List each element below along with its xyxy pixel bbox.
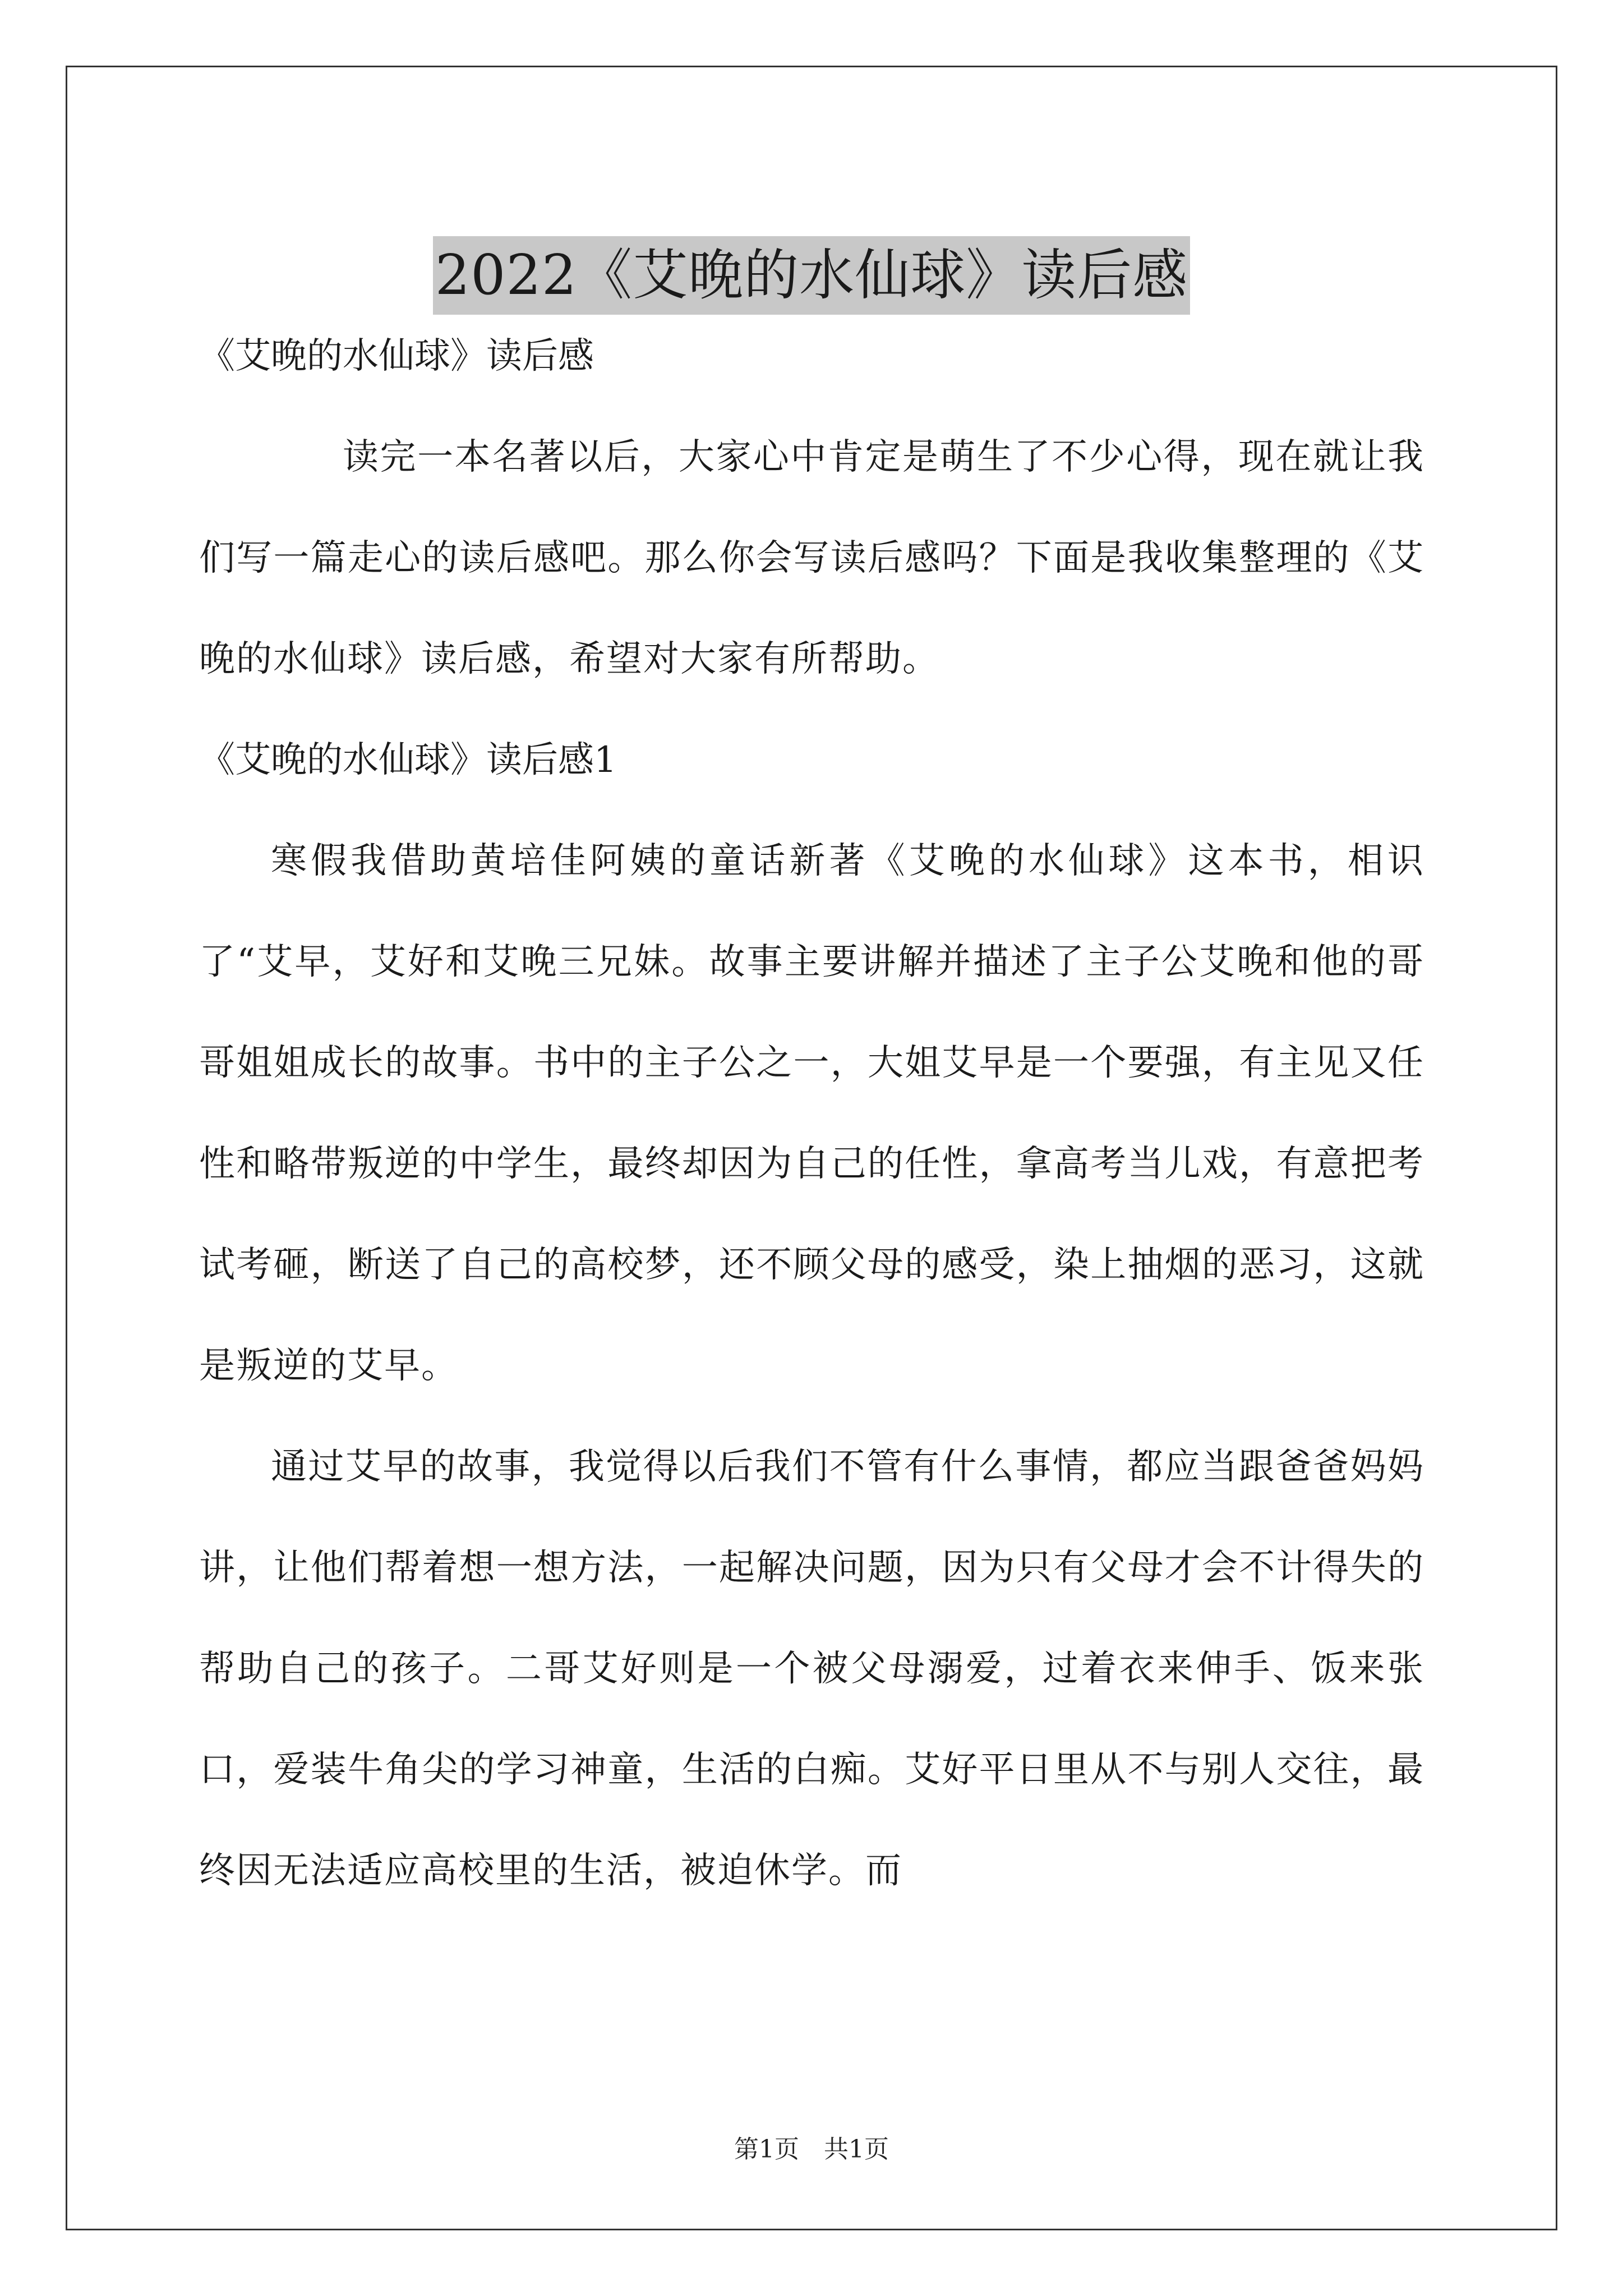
section-heading: 《艾晚的水仙球》读后感1	[199, 739, 617, 781]
body-paragraph: 通过艾早的故事，我觉得以后我们不管有什么事情，都应当跟爸爸妈妈讲，让他们帮着想一想方法，一起解决问题，因为只有父母才会不计得失的帮助自己的孩子。二哥艾好则是一个被父母溺爱，过着衣来伸手、饭来张口，爱装牛角尖的学习神童，生活的白痴。艾好平日里从不与别人交往，最终因无法适应高校里的生活，被迫休学。而	[199, 1446, 1424, 1892]
document-subtitle: 《艾晚的水仙球》读后感	[199, 335, 594, 377]
intro-paragraph: 读完一本名著以后，大家心中肯定是萌生了不少心得，现在就让我们写一篇走心的读后感吧。那么你会写读后感吗？下面是我收集整理的《艾晚的水仙球》读后感，希望对大家有所帮助。	[199, 436, 1424, 680]
document-title: 2022《艾晚的水仙球》读后感	[433, 236, 1190, 315]
body-paragraph: 寒假我借助黄培佳阿姨的童话新著《艾晚的水仙球》这本书，相识了“艾早，艾好和艾晚三兄妹。故事主要讲解并描述了主子公艾晚和他的哥哥姐姐成长的故事。书中的主子公之一，大姐艾早是一个要强，有主见又任性和略带叛逆的中学生，最终却因为自己的任性，拿高考当儿戏，有意把考试考砸，断送了自己的高校梦，还不顾父母的感受，染上抽烟的恶习，这就是叛逆的艾早。	[199, 840, 1424, 1387]
page-footer: 第1页 共1页	[734, 2135, 889, 2164]
document-body	[199, 306, 1424, 1921]
